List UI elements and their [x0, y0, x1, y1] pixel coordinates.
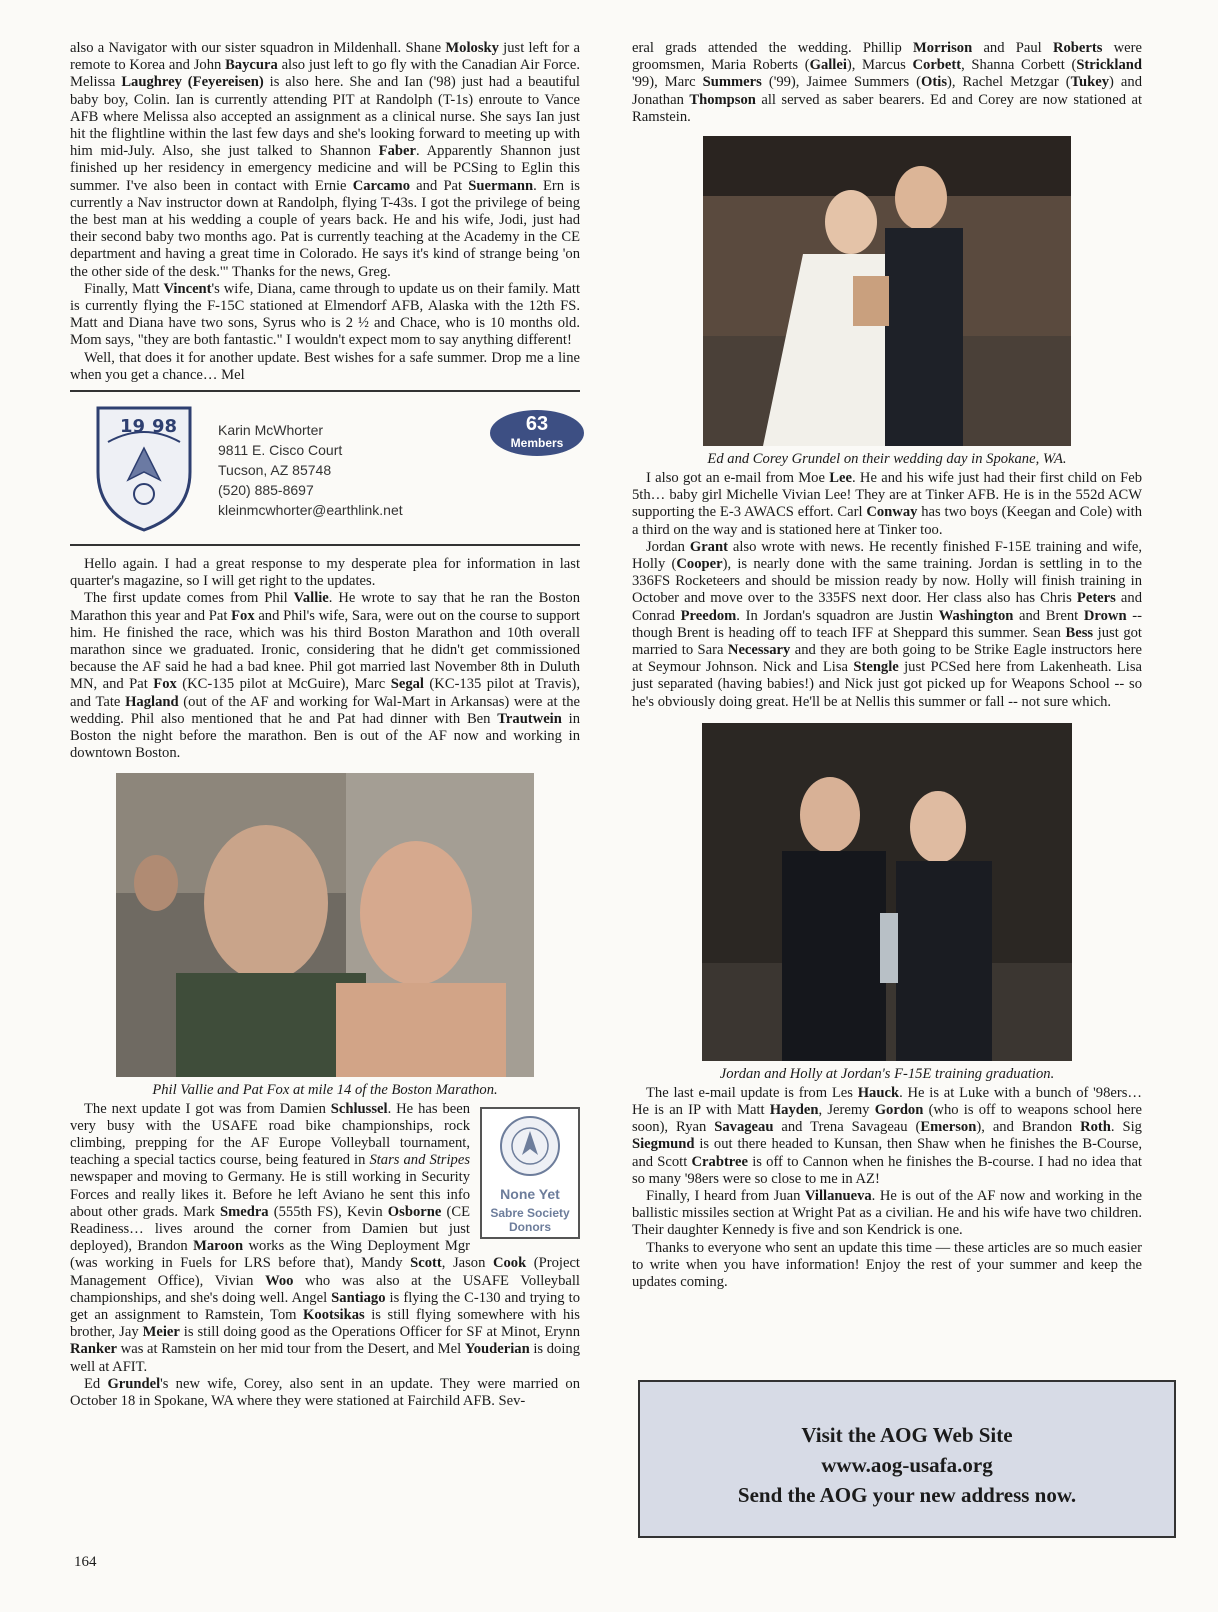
members-count: 63: [525, 413, 549, 436]
class-crest-icon: [90, 402, 198, 534]
paragraph: also a Navigator with our sister squadron in Mildenhall. Shane Molosky just left for a remote to Korea and John Baycura also just left to go fly with the Canadian Air Force. Melissa Laughrey (Feyereisen) is also here. She and Ian ('98) just had a beautiful baby boy, Colin. Ian is currently attending PIT at Randolph (T-1s) enroute to Vance AFB where Melissa also accepted an assignment as a clinical nurse. She says Ian just hit the flightline within the last few days and she's looking forward to meeting up with him mid-July. Also, she just talked to Shannon Faber. Apparently Shannon just finished up her residency in emergency medicine and will be PCSing to Eglin this summer. I've also been in contact with Ernie Carcamo and Pat Suermann. Ern is currently a Nav instructor down at Randolph, flying T-43s. I got the privilege of being the best man at his wedding a couple of years back. He and his wife, Jodi, just had their second baby two months ago. Pat is currently teaching at the Academy in the CE department and having a great time in Colorado. He says it's kind of strange being 'on the other side of the desk.'" Thanks for the news, Greg.: [70, 40, 581, 280]
contact-name: Karin McWhorter: [218, 422, 324, 439]
members-label: Members: [510, 436, 564, 451]
aog-promo-box: [638, 1380, 1176, 1538]
paragraph: eral grads attended the wedding. Phillip Morrison and Paul Roberts were groomsmen, Maria Roberts (Gallei), Marcus Corbett, Shanna Corbett (Strickland '99), Marc Summers ('99), Jaimee Summers (Otis), Rachel Metzgar (Tukey) and Jonathan Thompson all served as saber bearers. Ed and Corey are now stationed at Ramstein.: [632, 40, 1143, 125]
contact-city: Tucson, AZ 85748: [218, 462, 332, 479]
paragraph: Hello again. I had a great response to my desperate plea for information in last quarter's magazine, so I will get right to the updates.: [70, 556, 580, 590]
photo-caption: Jordan and Holly at Jordan's F-15E training graduation.: [719, 1065, 1055, 1082]
paragraph: Finally, I heard from Juan Villanueva. He is out of the AF now and working in the ballistic missiles section at Wright Pat as a civilian. He and his wife have two children. Their daughter Kennedy is five and son Kendrick is one.: [632, 1188, 1142, 1239]
left-column: [70, 40, 580, 1410]
crest-year-bottom: 98: [152, 416, 178, 438]
crest-year-top: 19: [120, 416, 146, 438]
photo-caption: Ed and Corey Grundel on their wedding day in Spokane, WA.: [707, 451, 1067, 468]
paragraph: Finally, Matt Vincent's wife, Diana, came through to update us on their family. Matt is currently flying the F-15C stationed at Elmendorf AFB, Alaska with the 12th FS. Matt and Diana have two sons, Syrus who is 2 ½ and Chace, who is 10 months old. Mom says, "they are both fantastic." I wouldn't expect mom to say anything different!: [70, 280, 580, 349]
photo-marathon: [116, 773, 534, 1077]
photo-caption: Phil Vallie and Pat Fox at mile 14 of the Boston Marathon.: [152, 1081, 498, 1098]
right-column: [632, 40, 1142, 1291]
contact-phone: (520) 885-8697: [218, 482, 314, 499]
photo-graduation: [702, 723, 1072, 1061]
photo-graduation-image: [702, 723, 1072, 1061]
paragraph: I also got an e-mail from Moe Lee. He and his wife just had their first child on Feb 5th… baby girl Michelle Vivian Lee! They are at Tinker AFB. He is in the 552d ACW supporting the E-3 AWACS effort. Carl Conway has two boys (Keegan and Cole) with a third on the way and is stationed here at Tinker too.: [632, 470, 1142, 538]
aog-line-3: Send the AOG your new address now.: [737, 1483, 1077, 1507]
sabre-society-seal-icon: [490, 1115, 570, 1177]
paragraph: The next update I got was from Damien Schlussel. He has been very busy with the USAFE road bike championships, rock climbing, prepping for the AF Europe Volleyball tournament, teaching a special tactics course, being featured in Stars and Stripes newspaper and moving to Germany. He is still working in Security Forces and really likes it. Before he left Aviano he sent this info about other grads. Mark Smedra (555th FS), Kevin Osborne (CE Readiness… lives around the corner from Damien but just deployed), Brandon Maroon works as the Wing Deployment Mgr (was working in Fuels for LRS before that), Mandy Scott, Jason Cook (Project Management Office), Vivian Woo who was also at the USAFE Volleyball championships, and she's doing well. Angel Santiago is flying the C-130 and trying to get an assignment to Ramstein, Tom Kootsikas is still flying somewhere with his brother, Jay Meier is still doing good as the Operations Officer for SF at Minot, Erynn Ranker was at Ramstein on her mid tour from the Desert, and Mel Youderian is doing well at AFIT.: [70, 1100, 580, 1375]
paragraph: Jordan Grant also wrote with news. He recently finished F-15E training and wife, Holly (Cooper), is nearly done with the same training. Jordan is settling in to the 336FS Rocketeers and should be mission ready by now. Holly will finish training in October and move over to the 335FS next door. Her class also has Chris Peters and Conrad Preedom. In Jordan's squadron are Justin Washington and Brent Drown -- though Brent is heading off to teach IFF at Sheppard this summer. Sean Bess just got married to Sara Necessary and they are both going to be Strike Eagle instructors here at Seymour Johnson. Nick and Lisa Stengle just PCSed here from Lakenheath. Lisa just separated (having babies!) and Nick just got picked up for Weapons School -- so he's obviously doing great. He'll be at Nellis this summer or fall -- not sure which.: [632, 538, 1142, 710]
sabre-line-1: Sabre Society: [490, 1205, 570, 1220]
divider: [70, 544, 580, 546]
paragraph: Thanks to everyone who sent an update this time — these articles are so much easier to write when you have information! Enjoy the rest of your summer and keep the updates coming.: [632, 1239, 1142, 1291]
photo-wedding: [703, 136, 1071, 446]
sabre-society-box: [480, 1107, 580, 1239]
paragraph: Well, that does it for another update. Best wishes for a safe summer. Drop me a line when you get a chance… Mel: [70, 349, 580, 383]
aog-website-link[interactable]: www.aog-usafa.org: [821, 1453, 993, 1477]
paragraph: The last e-mail update is from Les Hauck. He is at Luke with a bunch of '98ers… He is an IP with Matt Hayden, Jeremy Gordon (who is off to weapons school here soon), Ryan Savageau and Trena Savageau (Emerson), and Brandon Roth. Sig Siegmund is out there headed to Kunsan, then Shaw when he finishes the B-Course, and Scott Crabtree is off to Cannon when he finishes the B-course. I had no idea that so many '98ers were so close to me in AZ!: [632, 1084, 1142, 1187]
sabre-line-2: Donors: [509, 1219, 551, 1234]
contact-street: 9811 E. Cisco Court: [218, 442, 343, 459]
page-number: 164: [74, 1554, 97, 1570]
contact-email[interactable]: kleinmcwhorter@earthlink.net: [218, 502, 403, 519]
paragraph: The first update comes from Phil Vallie. He wrote to say that he ran the Boston Marathon this year and Pat Fox and Phil's wife, Sara, were out on the course to support him. He finished the race, which was his third Boston Marathon and 10th overall marathon since we graduated. Ironic, considering that he didn't get commissioned because the AF said he had a bad knee. Phil got married last November 8th in Duluth MN, and Pat Fox (KC-135 pilot at McGuire), Marc Segal (KC-135 pilot at Travis), and Tate Hagland (out of the AF and working for Wal-Mart in Arkansas) were at the wedding. Phil also mentioned that he and Pat had dinner with Ben Trautwein in Boston the night before the marathon. Ben is out of the AF now and working in downtown Boston.: [70, 590, 581, 762]
members-badge: [490, 410, 584, 456]
paragraph: Ed Grundel's new wife, Corey, also sent in an update. They were married on October 18 in Spokane, WA where they were stationed at Fairchild AFB. Sev-: [70, 1375, 580, 1409]
sabre-none-yet: None Yet: [500, 1185, 560, 1202]
photo-marathon-image: [116, 773, 534, 1077]
class-contact-box: [70, 392, 580, 544]
photo-wedding-image: [703, 136, 1071, 446]
contact-address: [218, 420, 403, 520]
aog-line-1: Visit the AOG Web Site: [801, 1423, 1013, 1447]
